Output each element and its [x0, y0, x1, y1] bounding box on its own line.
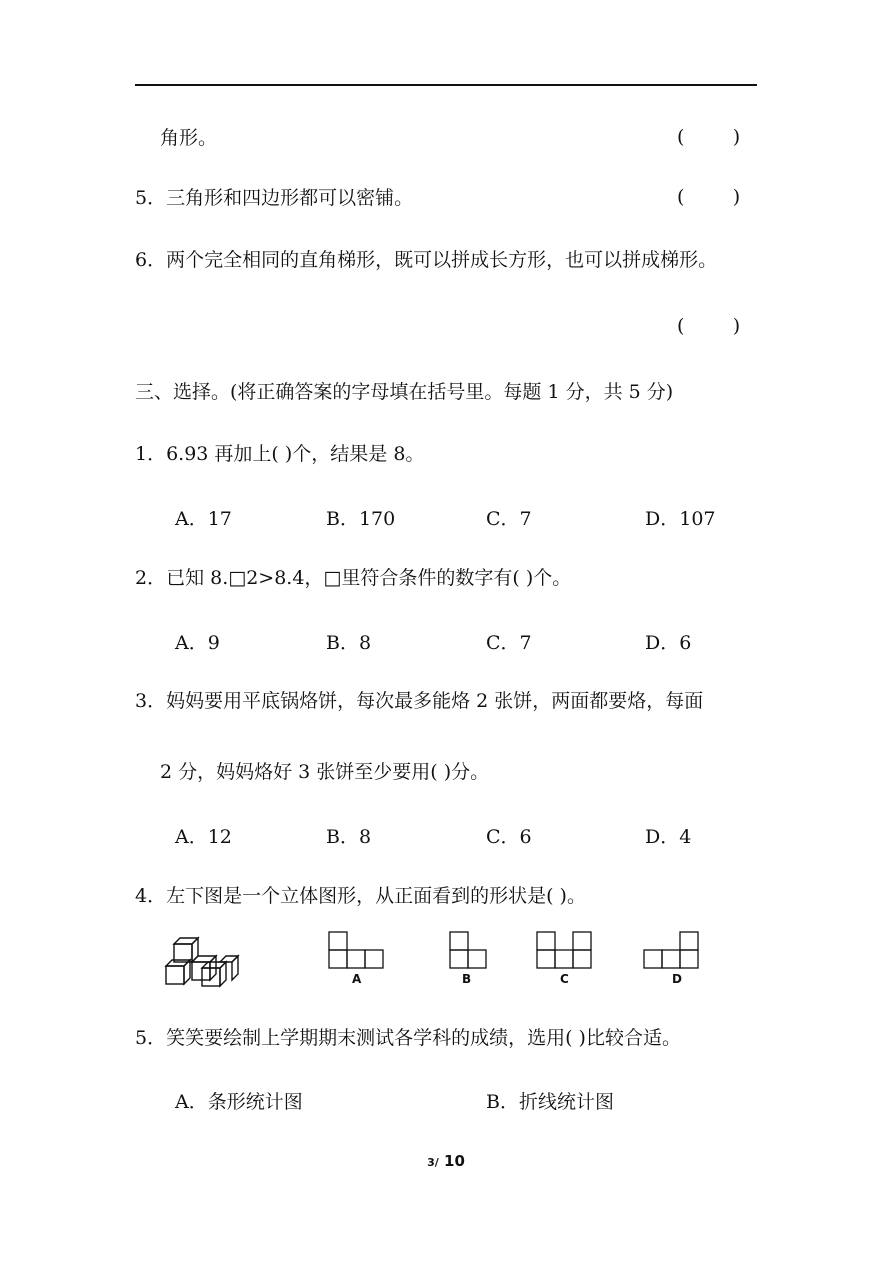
view-option-d-figure[interactable]: [642, 930, 702, 970]
view-option-b-label: B: [462, 972, 472, 986]
section3-heading: 三、选择。(将正确答案的字母填在括号里。每题 1 分，共 5 分): [135, 381, 674, 403]
view-option-c-label: C: [560, 972, 569, 986]
q5-judgement-text: 5．三角形和四边形都可以密铺。: [135, 187, 414, 209]
choice-q1-option-c[interactable]: C．7: [486, 508, 532, 530]
choice-q2-text: 2．已知 8.□2>8.4，□里符合条件的数字有( )个。: [135, 567, 572, 589]
choice-q2-option-a[interactable]: A．9: [175, 632, 220, 654]
choice-q3-option-d[interactable]: D．4: [645, 826, 692, 848]
q4-continuation-text: 角形。: [160, 127, 218, 149]
view-option-a-figure[interactable]: [327, 930, 387, 970]
choice-q5-text: 5．笑笑要绘制上学期期末测试各学科的成绩，选用( )比较合适。: [135, 1027, 681, 1049]
view-option-d-label: D: [672, 972, 682, 986]
page-number-total: 10: [444, 1152, 465, 1170]
answer-paren-q5[interactable]: ( ): [677, 186, 741, 208]
choice-q2-option-d[interactable]: D．6: [645, 632, 692, 654]
q6-judgement-text: 6．两个完全相同的直角梯形，既可以拼成长方形，也可以拼成梯形。: [135, 249, 718, 271]
choice-q3-text-line1: 3．妈妈要用平底锅烙饼，每次最多能烙 2 张饼，两面都要烙，每面: [135, 690, 704, 712]
choice-q1-text: 1．6.93 再加上( )个，结果是 8。: [135, 443, 425, 465]
view-option-b-figure[interactable]: [448, 930, 490, 970]
choice-q5-option-b[interactable]: B．折线统计图: [486, 1091, 614, 1113]
choice-q5-option-a[interactable]: A．条形统计图: [175, 1091, 303, 1113]
header-rule: [135, 84, 757, 86]
view-option-c-figure[interactable]: [535, 930, 595, 970]
choice-q4-text: 4．左下图是一个立体图形，从正面看到的形状是( )。: [135, 885, 586, 907]
choice-q1-option-b[interactable]: B．170: [326, 508, 396, 530]
choice-q3-option-a[interactable]: A．12: [175, 826, 232, 848]
page-number-current: 3/: [427, 1156, 439, 1169]
solid-figure-cubes: [162, 932, 244, 990]
answer-paren-q6[interactable]: ( ): [677, 315, 741, 337]
choice-q2-option-c[interactable]: C．7: [486, 632, 532, 654]
choice-q2-option-b[interactable]: B．8: [326, 632, 372, 654]
choice-q3-option-b[interactable]: B．8: [326, 826, 372, 848]
choice-q1-option-a[interactable]: A．17: [175, 508, 232, 530]
page-number: [0, 1152, 892, 1170]
choice-q3-option-c[interactable]: C．6: [486, 826, 532, 848]
answer-paren-q4[interactable]: ( ): [677, 126, 741, 148]
choice-q1-option-d[interactable]: D．107: [645, 508, 716, 530]
view-option-a-label: A: [352, 972, 362, 986]
choice-q3-text-line2: 2 分，妈妈烙好 3 张饼至少要用( )分。: [160, 761, 490, 783]
